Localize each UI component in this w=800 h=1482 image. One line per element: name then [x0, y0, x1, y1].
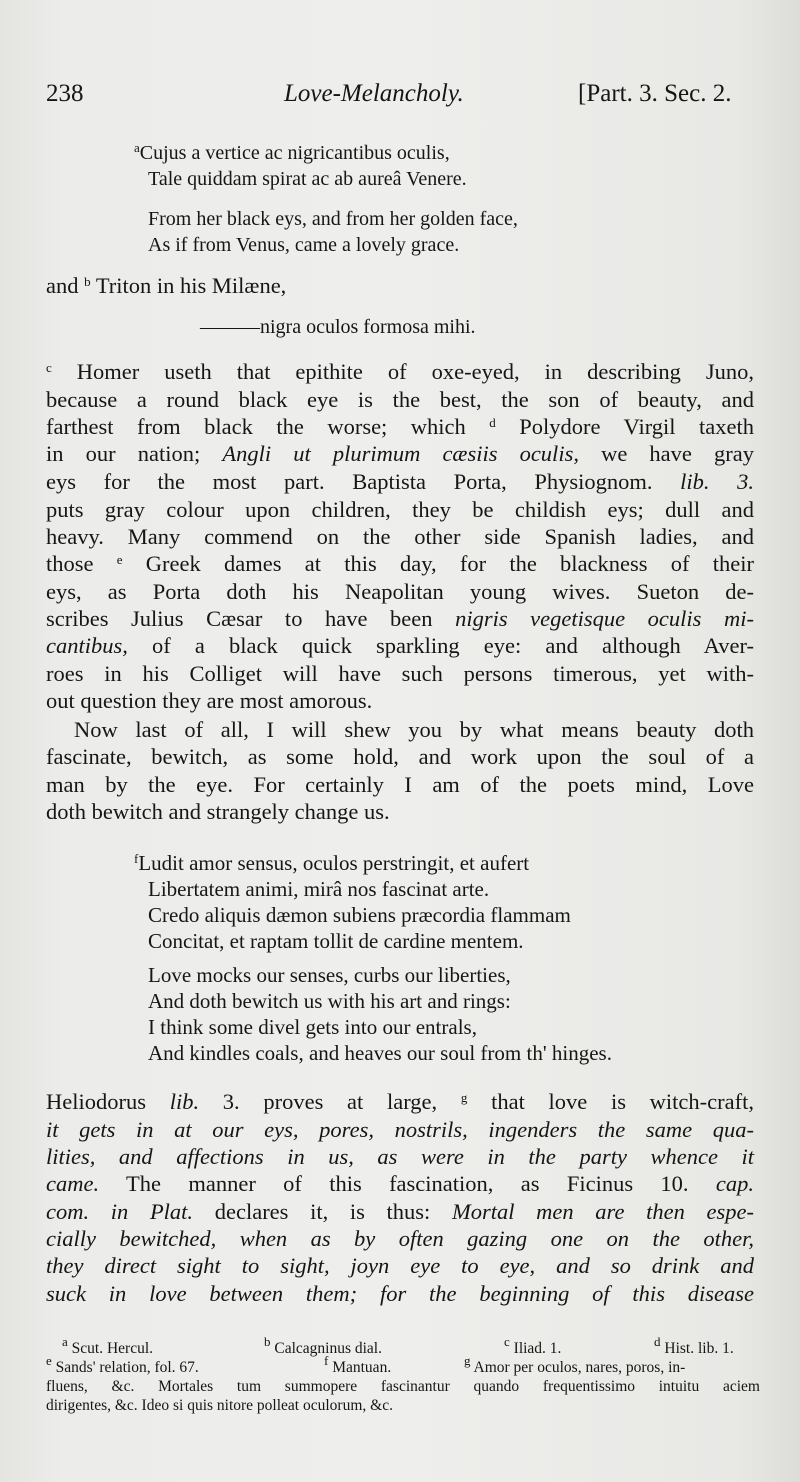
verse-line: And doth bewitch us with his art and rings:: [148, 989, 511, 1013]
verse-line: Love mocks our senses, curbs our liberties,: [148, 963, 511, 987]
footnote: $^e$ Sands' relation, fol. 67.: [46, 1353, 199, 1376]
verse-line: I think some divel gets into our entrals,: [148, 1015, 477, 1039]
verse-line: Tale quiddam spirat ac ab aureâ Venere.: [148, 168, 467, 190]
text-line: they direct sight to sight, joyn eye to eye, and so drink and: [46, 1253, 754, 1278]
verse-line: As if from Venus, came a lovely grace.: [148, 234, 460, 256]
text-line: it gets in at our eys, pores, nostrils, ingenders the same qua-: [46, 1117, 754, 1142]
footnote: $^d$ Hist. lib. 1.: [654, 1334, 734, 1357]
verse-line: Libertatem animi, mirâ nos fascinat arte.: [148, 877, 490, 901]
footnote-row: [46, 1334, 760, 1358]
text-line: Heliodorus lib. 3. proves at large, $^g$ that love is witch-craft,: [46, 1089, 754, 1114]
text-line: out question they are most amorous.: [46, 688, 373, 713]
text-line: com. in Plat. declares it, is thus: Mortal men are then espe-: [46, 1199, 754, 1224]
verse-line: $^a$Cujus a vertice ac nigricantibus oculis,: [134, 140, 450, 164]
text-line: those $^e$ Greek dames at this day, for the blackness of their: [46, 551, 755, 576]
text-line: fascinate, bewitch, as some hold, and work upon the soul of a: [46, 744, 754, 769]
footnote: $^g$ Amor per oculos, nares, poros, in-: [464, 1353, 686, 1376]
text-line: in our nation; Angli ut plurimum cæsiis oculis, we have gray: [46, 441, 754, 466]
text-line: roes in his Colliget will have such persons timerous, yet with-: [46, 661, 754, 686]
verse-line: From her black eys, and from her golden face,: [148, 208, 518, 230]
verse-line: Concitat, et raptam tollit de cardine mentem.: [148, 929, 524, 953]
text-line: lities, and affections in us, as were in the party whence it: [46, 1144, 754, 1169]
text-line: $^c$ Homer useth that epithite of oxe-eyed, in describing Juno,: [46, 359, 754, 384]
text-line: and $^b$ Triton in his Milæne,: [46, 273, 287, 298]
verse-line: ———nigra oculos formosa mihi.: [200, 316, 476, 338]
footnote-mark: g: [460, 1090, 468, 1105]
section-marker: [Part. 3. Sec. 2.: [578, 80, 732, 107]
verse-line: Credo aliquis dæmon subiens præcordia flammam: [148, 903, 571, 927]
text-line: because a round black eye is the best, the son of beauty, and: [46, 387, 754, 412]
running-title: Love-Melancholy.: [284, 80, 464, 107]
text-line: man by the eye. For certainly I am of the poets mind, Love: [46, 772, 754, 797]
footnote-mark: f: [134, 851, 139, 866]
text-line: cially bewitched, when as by often gazing one on the other,: [46, 1226, 754, 1251]
footnote-mark: d: [489, 415, 496, 430]
running-header: [46, 80, 766, 120]
text-line: farthest from black the worse; which $^d$ Polydore Virgil taxeth: [46, 414, 754, 439]
text-line: Now last of all, I will shew you by what means beauty doth: [74, 717, 754, 742]
text-line: puts gray colour upon children, they be childish eys; dull and: [46, 497, 754, 522]
text-line: eys for the most part. Baptista Porta, Physiognom. lib. 3.: [46, 469, 754, 494]
text-line: heavy. Many commend on the other side Spanish ladies, and: [46, 524, 754, 549]
footnote: $^b$ Calcagninus dial.: [264, 1334, 382, 1357]
text-line: came. The manner of this fascination, as Ficinus 10. cap.: [46, 1171, 754, 1196]
footnote: $^c$ Iliad. 1.: [504, 1334, 562, 1357]
footnote-mark: b: [84, 274, 91, 289]
page-number: 238: [46, 80, 84, 107]
footnote-mark: a: [134, 140, 140, 155]
footnote-mark: c: [46, 360, 52, 375]
text-line: cantibus, of a black quick sparkling eye: and although Aver-: [46, 633, 754, 658]
text-line: scribes Julius Cæsar to have been nigris vegetisque oculis mi-: [46, 606, 754, 631]
footnote-line: fluens, &c. Mortales tum summopere fascinantur quando frequentissimo intuitu aciem: [46, 1378, 760, 1395]
footnote: $^f$ Mantuan.: [324, 1353, 392, 1376]
footnote: $^a$ Scut. Hercul.: [62, 1334, 154, 1357]
verse-line: $^f$Ludit amor sensus, oculos perstringit, et aufert: [134, 851, 530, 875]
text-line: suck in love between them; for the beginning of this disease: [46, 1281, 754, 1306]
footnote-row: [46, 1353, 760, 1377]
verse-line: And kindles coals, and heaves our soul from th' hinges.: [148, 1041, 612, 1065]
footnote-mark: e: [116, 552, 123, 567]
text-line: doth bewitch and strangely change us.: [46, 799, 390, 824]
footnote-line: dirigentes, &c. Ideo si quis nitore polleat oculorum, &c.: [46, 1397, 393, 1414]
text-line: eys, as Porta doth his Neapolitan young wives. Sueton de-: [46, 579, 754, 604]
